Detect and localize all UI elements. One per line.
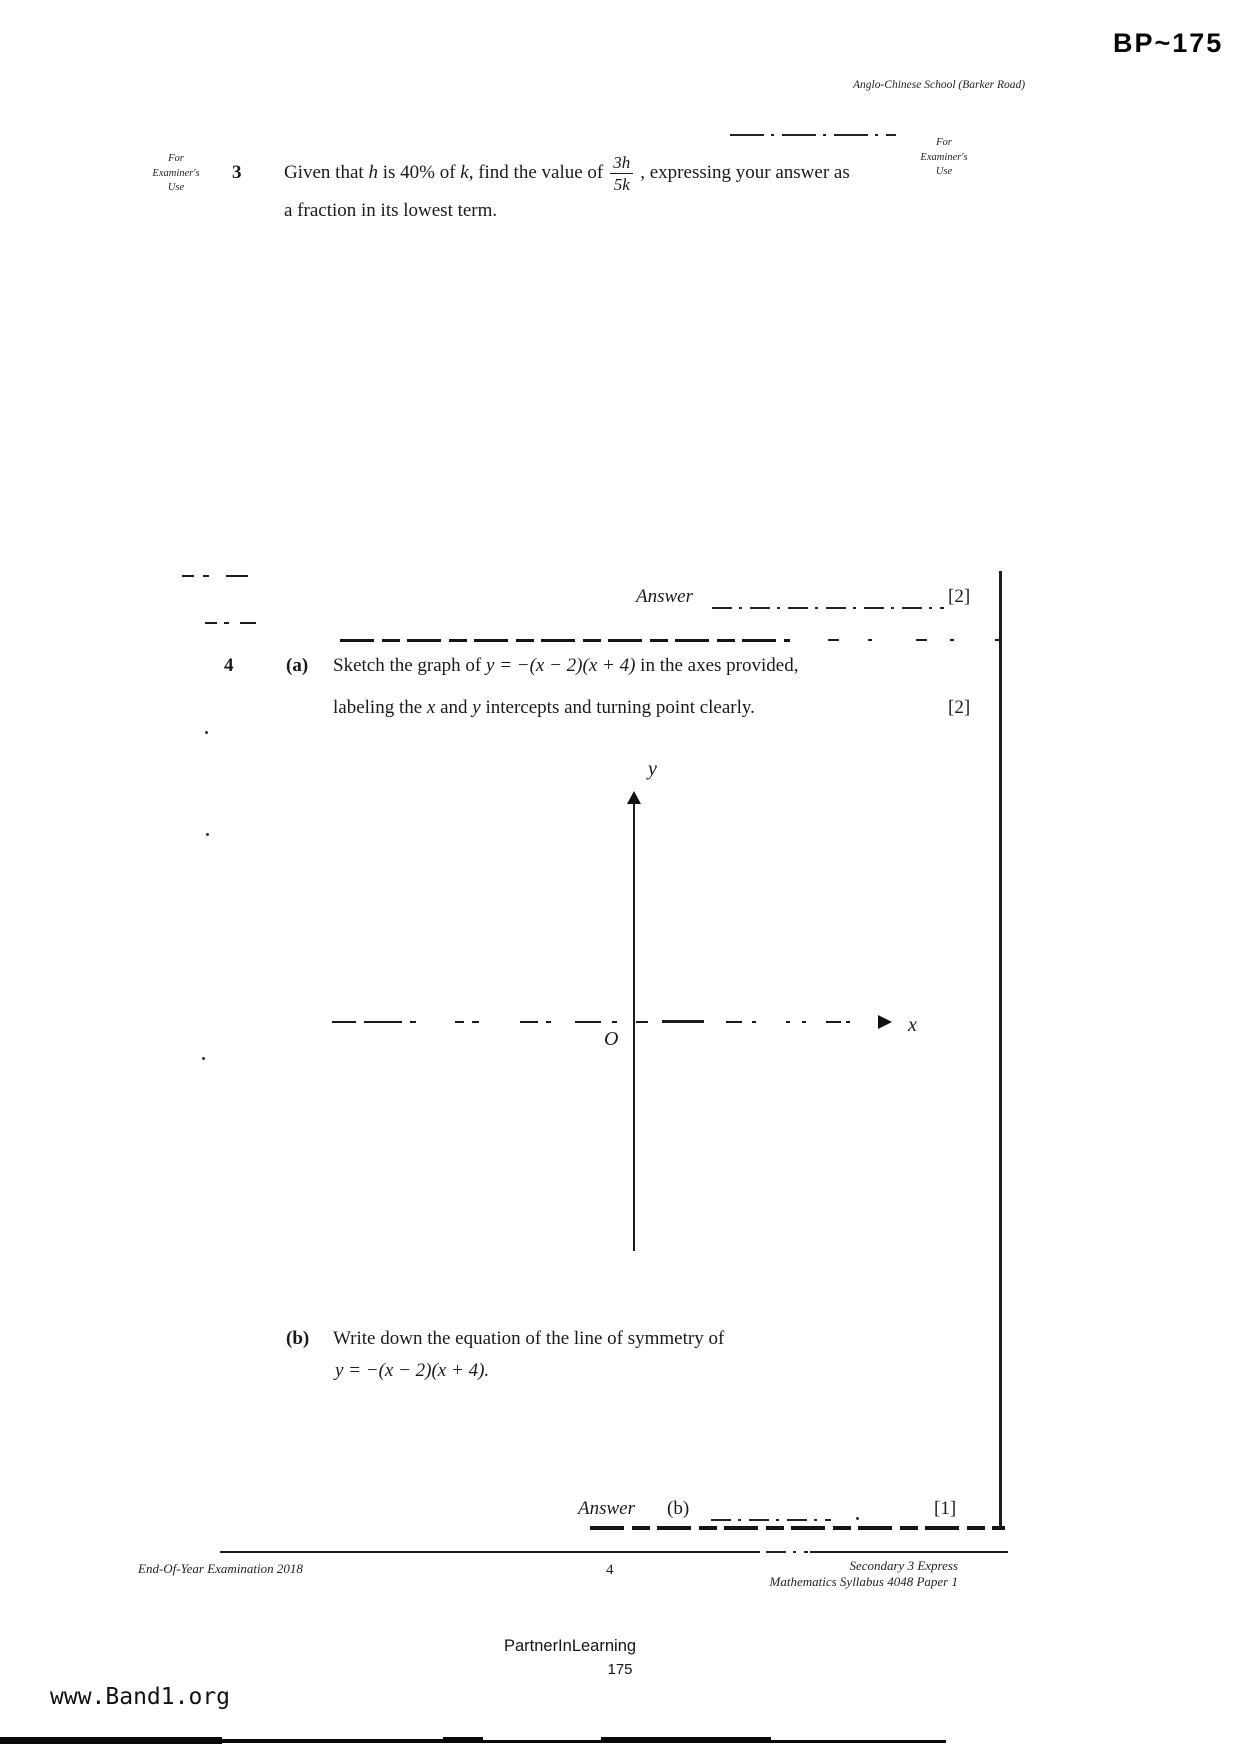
q4-part-b-label: (b) [286, 1328, 310, 1349]
scan-dash [240, 622, 256, 624]
scan-bar [771, 1740, 946, 1743]
q3-text-2: is 40% of [377, 162, 461, 183]
scan-bar [601, 1737, 771, 1743]
scan-dash [916, 639, 927, 641]
q4a-var-x: x [426, 697, 436, 718]
q4b-answer-part-label: (b) [667, 1498, 690, 1519]
x-axis-segment [455, 1021, 464, 1023]
x-axis-segment [786, 1021, 790, 1023]
x-axis-segment [636, 1021, 648, 1023]
scan-dash [224, 622, 229, 624]
q3-var-h: h [368, 162, 378, 183]
x-axis-segment [364, 1021, 402, 1023]
question-3-line2: a fraction in its lowest term. [284, 200, 498, 221]
q4b-answer-line [711, 1519, 831, 1521]
q3-text-4: , expressing your answer as [640, 162, 850, 183]
examiner-left-line2: Examiner's [152, 167, 200, 179]
footer-rule [220, 1551, 760, 1553]
x-axis-segment [612, 1021, 617, 1023]
scan-bar [443, 1737, 483, 1743]
q3-fraction [610, 152, 633, 195]
school-name: Anglo-Chinese School (Barker Road) [853, 79, 1026, 91]
q4a-equation: y = −(x − 2)(x + 4) [486, 655, 636, 676]
scan-dash [182, 575, 194, 577]
y-axis-label: y [648, 758, 657, 780]
q4-box-right-border [999, 571, 1002, 1528]
examiner-left-line1: For [168, 153, 184, 164]
scan-bar [0, 1737, 222, 1744]
q3-answer-line [712, 607, 944, 609]
footer-rule [810, 1551, 1008, 1553]
q4a-text-3: labeling the [333, 697, 427, 718]
x-axis-segment [472, 1021, 479, 1023]
x-axis-segment [410, 1021, 416, 1023]
examiner-right-line3: Use [935, 166, 953, 178]
watermark-page: 175 [607, 1661, 633, 1678]
q4b-equation: y = −(x − 2)(x + 4). [335, 1360, 490, 1381]
q3-answer-label: Answer [636, 586, 693, 607]
scan-dash [226, 575, 248, 577]
footer-page-number: 4 [606, 1562, 614, 1578]
q4-box-top-border [340, 639, 790, 642]
q4-part-a-label: (a) [286, 655, 309, 676]
q4-box-bottom-border [590, 1526, 1005, 1530]
scan-dot [202, 1057, 205, 1060]
scan-dash [868, 639, 872, 641]
footer-rule-dots [766, 1551, 808, 1553]
q4a-var-y: y [472, 697, 481, 718]
question-3-number: 3 [232, 162, 242, 183]
scan-dash [950, 639, 954, 641]
q3-marks: [2] [948, 586, 971, 607]
q4a-text-5: intercepts and turning point clearly. [480, 697, 755, 718]
x-axis-segment [752, 1021, 756, 1023]
q4a-text-1: Sketch the graph of [333, 655, 487, 676]
scan-dot [206, 833, 209, 836]
scan-dash [828, 639, 839, 641]
footer-syllabus: Mathematics Syllabus 4048 Paper 1 [769, 1574, 958, 1589]
q4b-marks: [1] [934, 1498, 957, 1519]
x-axis-segment [662, 1020, 704, 1023]
scan-dash [205, 622, 217, 624]
x-axis-segment [802, 1021, 806, 1023]
examiner-use-left [134, 152, 218, 196]
footer-right-block [700, 1558, 958, 1590]
question-3-line1 [284, 148, 850, 198]
examiner-right-line1: For [936, 137, 952, 148]
footer-course: Secondary 3 Express [849, 1558, 958, 1573]
scan-bar [483, 1740, 601, 1743]
x-axis-segment [826, 1021, 841, 1023]
q4a-line2 [333, 697, 755, 719]
page-code-stamp: BP~175 [1113, 28, 1224, 58]
watermark-brand: PartnerInLearning [503, 1637, 637, 1655]
footer-exam-title: End-Of-Year Examination 2018 [138, 1561, 303, 1576]
scan-bar [222, 1739, 443, 1743]
q4a-text-2: in the axes provided, [635, 655, 799, 676]
q4a-text-4: and [435, 697, 473, 718]
site-watermark: www.Band1.org [50, 1684, 231, 1710]
origin-label: O [604, 1028, 619, 1050]
scan-dot [205, 731, 208, 734]
x-axis-segment [846, 1021, 850, 1023]
scan-line-top [730, 134, 896, 136]
x-axis-arrow-icon [878, 1015, 892, 1029]
scan-dot [856, 1517, 859, 1520]
examiner-left-line3: Use [167, 182, 185, 194]
scan-dash [203, 575, 209, 577]
x-axis-segment [332, 1021, 356, 1023]
x-axis-segment [726, 1021, 742, 1023]
q4a-line1 [333, 655, 798, 677]
q3-var-k: k [460, 162, 469, 183]
question-4-number: 4 [224, 655, 234, 676]
x-axis-segment [575, 1021, 601, 1023]
q3-fraction-denominator: 5k [613, 175, 630, 195]
x-axis-segment [520, 1021, 538, 1023]
q4a-marks: [2] [948, 697, 971, 718]
x-axis-segment [546, 1021, 551, 1023]
q3-text-1: Given that [284, 162, 369, 183]
y-axis-line [633, 803, 635, 1251]
q3-text-3: , find the value of [468, 162, 604, 183]
q4b-answer-label: Answer [578, 1498, 635, 1519]
q4b-line1: Write down the equation of the line of symmetry of [333, 1328, 725, 1349]
examiner-use-right [906, 136, 982, 180]
x-axis-label: x [908, 1014, 917, 1036]
q3-fraction-numerator: 3h [613, 153, 631, 173]
examiner-right-line2: Examiner's [920, 151, 968, 163]
